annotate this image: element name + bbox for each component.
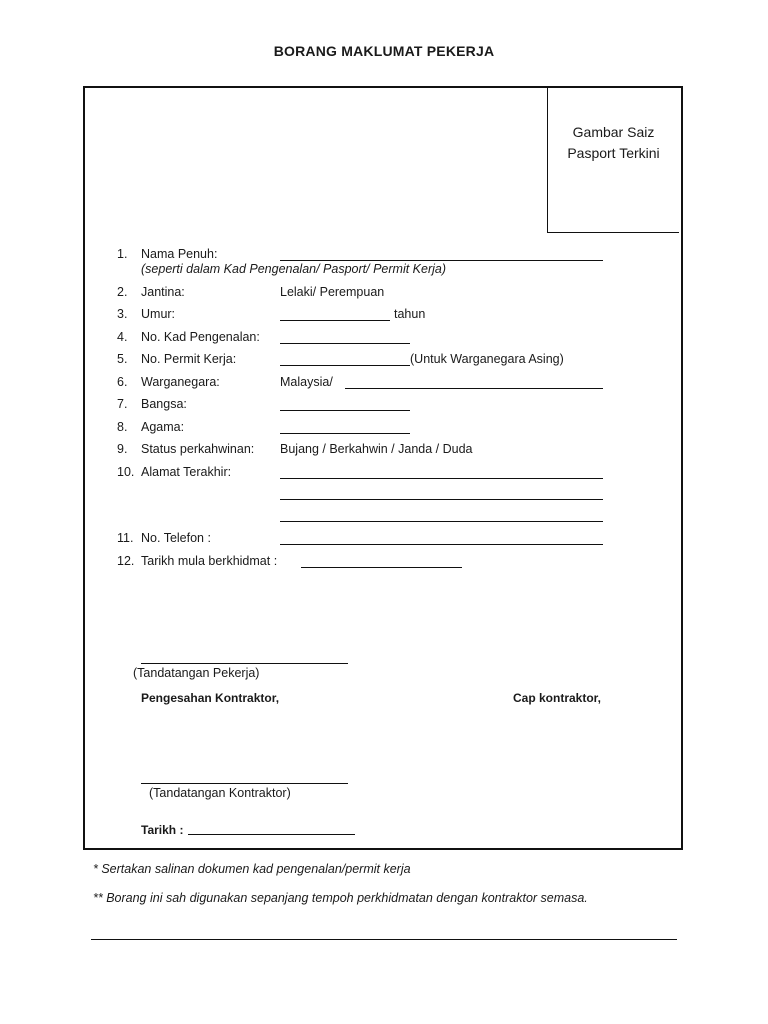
age-suffix: tahun <box>394 307 426 321</box>
footnote-1: * Sertakan salinan dokumen kad pengenalan/permit kerja <box>93 862 411 876</box>
contractor-signature-caption: (Tandatangan Kontraktor) <box>149 786 291 800</box>
field-note-row <box>85 260 681 278</box>
field-label: Status perkahwinan: <box>141 442 255 456</box>
photo-label-line2: Pasport Terkini <box>567 145 660 161</box>
field-number: 2. <box>117 285 128 299</box>
field-row-address <box>85 463 681 481</box>
ic-input-line[interactable] <box>280 343 410 344</box>
date-input-line[interactable] <box>188 834 355 835</box>
field-row-citizenship <box>85 373 681 391</box>
field-row-ic <box>85 328 681 346</box>
field-number: 9. <box>117 442 128 456</box>
field-number: 8. <box>117 420 128 434</box>
field-row-phone <box>85 529 681 547</box>
field-row-gender <box>85 283 681 301</box>
field-number: 12. <box>117 554 135 568</box>
field-note: (seperti dalam Kad Pengenalan/ Pasport/ Permit Kerja) <box>141 262 447 276</box>
race-input-line[interactable] <box>280 410 410 411</box>
contractor-stamp-label: Cap kontraktor, <box>513 691 602 705</box>
start-date-input-line[interactable] <box>301 567 462 568</box>
field-label: Alamat Terakhir: <box>141 465 232 479</box>
religion-input-line[interactable] <box>280 433 410 434</box>
address-line-1[interactable] <box>280 478 603 479</box>
field-number: 6. <box>117 375 128 389</box>
field-label: Bangsa: <box>141 397 187 411</box>
permit-input-line[interactable] <box>280 365 410 366</box>
field-number: 1. <box>117 247 128 261</box>
field-row-age <box>85 305 681 323</box>
form-frame <box>83 86 683 850</box>
field-label: Nama Penuh: <box>141 247 218 261</box>
field-label: No. Permit Kerja: <box>141 352 237 366</box>
field-number: 4. <box>117 330 128 344</box>
bottom-divider <box>91 939 677 940</box>
field-label: No. Kad Pengenalan: <box>141 330 260 344</box>
field-number: 11. <box>117 531 134 545</box>
field-label: Agama: <box>141 420 185 434</box>
field-label: No. Telefon : <box>141 531 211 545</box>
citizenship-default: Malaysia/ <box>280 375 333 389</box>
field-number: 7. <box>117 397 128 411</box>
field-row-permit <box>85 350 681 368</box>
contractor-verification-label: Pengesahan Kontraktor, <box>141 691 280 705</box>
field-row-start-date <box>85 552 681 570</box>
phone-input-line[interactable] <box>280 544 603 545</box>
permit-note: (Untuk Warganegara Asing) <box>410 352 564 366</box>
field-label: Warganegara: <box>141 375 220 389</box>
age-input-line[interactable] <box>280 320 390 321</box>
field-row-religion <box>85 418 681 436</box>
address-line-3[interactable] <box>280 521 603 522</box>
worker-signature-caption: (Tandatangan Pekerja) <box>133 666 260 680</box>
field-label: Umur: <box>141 307 176 321</box>
footnote-2: ** Borang ini sah digunakan sepanjang tempoh perkhidmatan dengan kontraktor semasa. <box>93 891 588 905</box>
photo-label-line1: Gambar Saiz <box>572 124 655 140</box>
date-label: Tarikh : <box>141 823 184 837</box>
gender-options[interactable]: Lelaki/ Perempuan <box>280 285 385 299</box>
field-label: Jantina: <box>141 285 185 299</box>
citizenship-input-line[interactable] <box>345 388 603 389</box>
form-title: BORANG MAKLUMAT PEKERJA <box>273 43 495 59</box>
marital-options[interactable]: Bujang / Berkahwin / Janda / Duda <box>280 442 473 456</box>
field-number: 3. <box>117 307 128 321</box>
field-label: Tarikh mula berkhidmat : <box>141 554 278 568</box>
field-number: 10. <box>117 465 135 479</box>
field-row-marital <box>85 440 681 458</box>
field-row-race <box>85 395 681 413</box>
passport-photo-box <box>547 88 679 233</box>
address-line-2[interactable] <box>280 499 603 500</box>
field-number: 5. <box>117 352 128 366</box>
